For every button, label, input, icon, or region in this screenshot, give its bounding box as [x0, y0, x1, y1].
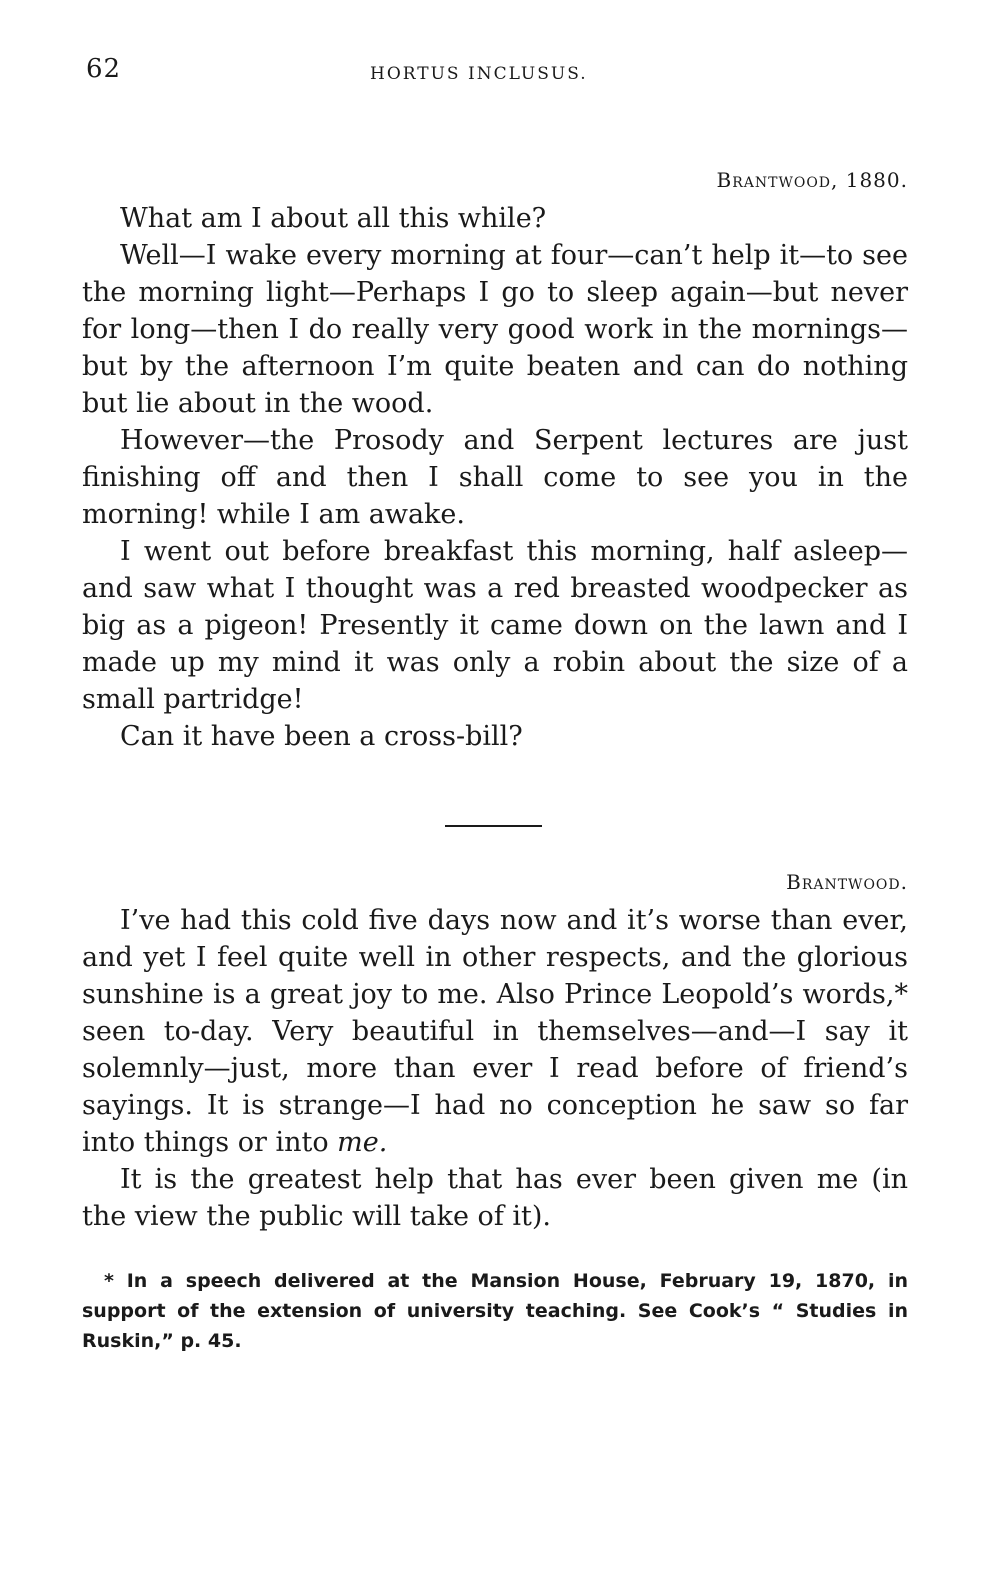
letter-1-paragraph: I went out before breakfast this morning, half asleep—and saw what I thought was a red breasted woodpecker as big as a pigeon! Presently it came down on the lawn and I made up my mind it was only a robin about the size of a small partridge! — [82, 536, 908, 715]
letter-1-dateline: Brantwood, 1880. — [716, 168, 908, 192]
letter-2-text: I’ve had this cold five days now and it’s worse than ever, and yet I feel quite well in other respects, and the glorious sunshine is a great joy to me. Also Prince Leopold’s words,* seen to-day. Very beautiful in themselves—and—I say it solemnly—just, more than ever I read before of friend’s sayings. It is strange—I had no conception he saw so far into things or into — [82, 905, 908, 1158]
letter-1-paragraph: What am I about all this while? — [120, 203, 547, 234]
letter-2-paragraph: It is the greatest help that has ever been given me (in the view the public will take of it). — [82, 1164, 908, 1232]
letter-1-paragraph: However—the Prosody and Serpent lectures are just finishing off and then I shall come to see you in the morning! while I am awake. — [82, 425, 908, 530]
letter-2-italic-word: me. — [337, 1127, 388, 1158]
letter-2 — [82, 870, 908, 1235]
letter-1 — [82, 168, 908, 755]
running-head: HORTUS INCLUSUS. — [370, 64, 588, 84]
section-divider — [445, 825, 542, 827]
letter-1-paragraph: Can it have been a cross-bill? — [120, 721, 523, 752]
letter-2-dateline: Brantwood. — [786, 870, 908, 894]
footnote: * In a speech delivered at the Mansion House, February 19, 1870, in support of the extension of university teaching. See Cook’s “ Studies in Ruskin,” p. 45. — [82, 1270, 908, 1352]
letter-2-paragraph — [82, 902, 908, 1161]
page-number: 62 — [86, 54, 122, 84]
letter-1-paragraph: Well—I wake every morning at four—can’t help it—to see the morning light—Perhaps I go to sleep again—but never for long—then I do really very good work in the mornings—but by the afternoon I’m quite beaten and can do nothing but lie about in the wood. — [82, 240, 908, 419]
